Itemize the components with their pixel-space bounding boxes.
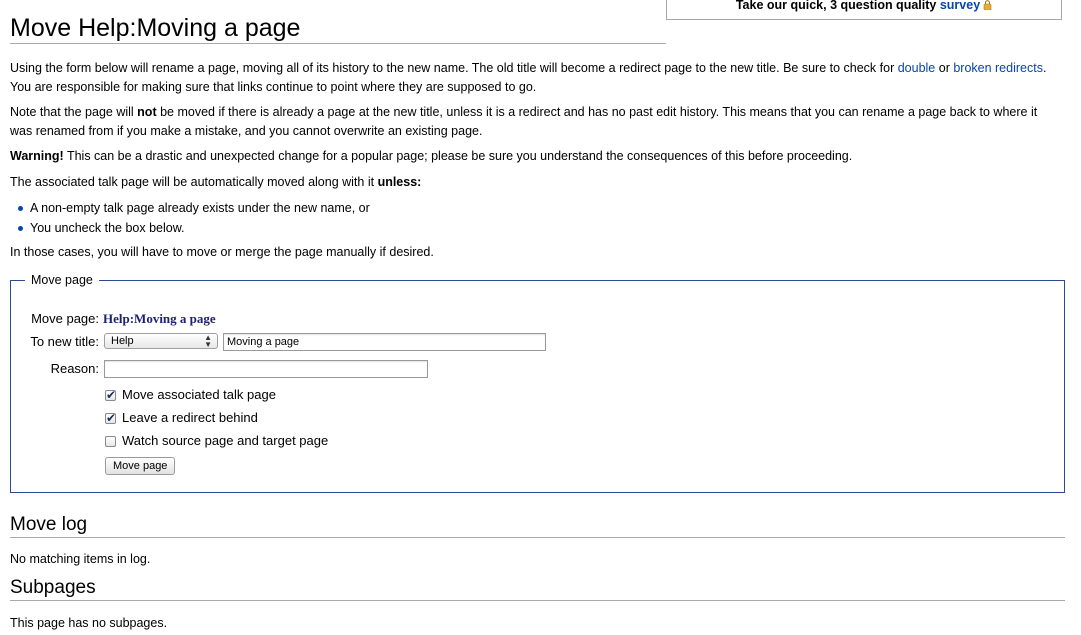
leave-redirect-checkbox[interactable] <box>105 413 116 424</box>
list-item: You uncheck the box below. <box>10 218 370 238</box>
intro-text: or <box>935 61 954 75</box>
page-title: Move Help:Moving a page <box>10 13 666 44</box>
namespace-select[interactable] <box>104 333 218 349</box>
lock-icon <box>983 0 992 8</box>
move-page-button[interactable]: Move page <box>105 457 175 475</box>
reason-label: Reason: <box>50 361 99 376</box>
warning-paragraph <box>10 147 1055 166</box>
warning-label: Warning! <box>10 149 64 163</box>
warning-text: This can be a drastic and unexpected change for a popular page; please be sure you understand the consequences of this before proceeding. <box>63 149 853 163</box>
watch-pages-checkbox[interactable] <box>105 436 116 447</box>
broken-redirects-link[interactable]: broken redirects <box>953 61 1043 75</box>
move-page-label: Move page: <box>31 311 99 326</box>
move-talk-label: Move associated talk page <box>122 387 276 402</box>
subpages-text: This page has no subpages. <box>10 616 168 630</box>
intro-text: be moved if there is already a page at the new title, unless it is a redirect and has no past edit history. This means that you can rename a page back to where it was renamed from if you make a mistake, and you cannot overwrite an existing page. <box>10 105 1038 138</box>
conditions-list <box>10 198 370 238</box>
emphasis-text: not <box>137 105 157 119</box>
move-page-form <box>10 273 1065 493</box>
intro-paragraph-1 <box>10 59 1055 97</box>
watch-pages-option[interactable] <box>105 433 328 449</box>
new-title-input[interactable]: Moving a page <box>223 333 546 351</box>
intro-text: Using the form below will rename a page, moving all of its history to the new name. The old title will become a redirect page to the new title. Be sure to check for <box>10 61 898 75</box>
move-log-heading: Move log <box>10 513 1065 538</box>
watch-pages-label: Watch source page and target page <box>122 433 329 448</box>
intro-text: The associated talk page will be automatically moved along with it <box>10 175 378 189</box>
intro-paragraph-2 <box>10 103 1055 141</box>
survey-prefix: Take our quick, 3 question quality <box>735 0 937 12</box>
reason-input[interactable] <box>104 360 428 378</box>
emphasis-text: unless: <box>377 175 422 189</box>
list-item: A non-empty talk page already exists under the new name, or <box>10 198 370 218</box>
chevron-up-down-icon: ▲ ▼ <box>204 333 212 349</box>
move-talk-checkbox[interactable] <box>105 390 116 401</box>
source-page-link[interactable]: Help:Moving a page <box>103 311 216 326</box>
leave-redirect-option[interactable] <box>105 410 258 426</box>
survey-link[interactable]: survey <box>939 0 981 12</box>
move-log-text: No matching items in log. <box>10 552 151 566</box>
cases-paragraph: In those cases, you will have to move or merge the page manually if desired. <box>10 245 434 259</box>
leave-redirect-label: Leave a redirect behind <box>122 410 258 425</box>
form-legend: Move page <box>25 272 99 288</box>
intro-text: Note that the page will <box>10 105 138 119</box>
survey-banner <box>666 0 1062 20</box>
new-title-label: To new title: <box>30 334 99 349</box>
move-talk-option[interactable] <box>105 387 276 403</box>
subpages-heading: Subpages <box>10 576 1065 601</box>
intro-text: . You are responsible for making sure that links continue to point where they are supposed to go. <box>10 61 1047 94</box>
talk-page-paragraph <box>10 173 1055 192</box>
double-redirects-link[interactable]: double <box>897 61 936 75</box>
namespace-selected: Help <box>111 335 134 347</box>
